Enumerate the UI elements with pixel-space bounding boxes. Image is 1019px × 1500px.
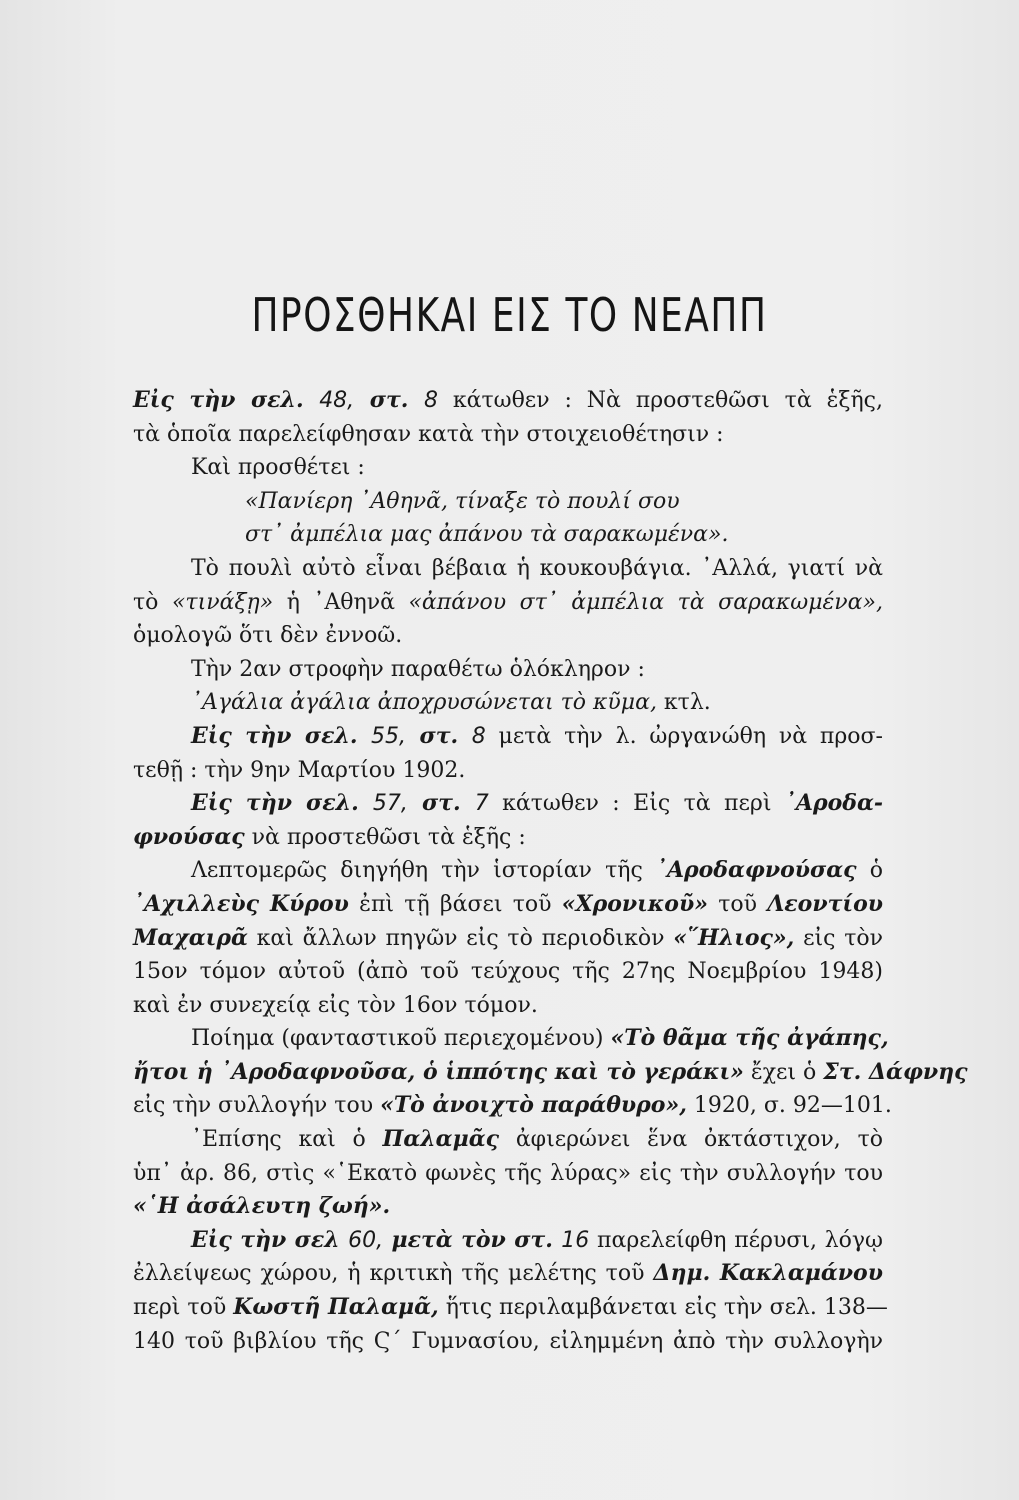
text-run: καὶ ἄλλων πηγῶν εἰς τὸ περιοδικὸν <box>247 925 674 951</box>
text-run: Λεπτομερῶς διηγήθη τὴν ἱστορίαν τῆς <box>191 858 656 884</box>
text-run: στ᾿ ἀμπέλια μας ἀπάνου τὰ σαρακωμένα». <box>245 522 729 548</box>
text-run: νὰ προστεθῶσι τὰ ἑξῆς : <box>244 824 526 850</box>
text-run: ὁ <box>856 858 883 884</box>
text-line <box>133 854 883 888</box>
text-run: «Πανίερη ᾿Αθηνᾶ, τίναξε τὸ πουλί σου <box>245 488 680 514</box>
text-run: «῾Η ἀσάλευτη ζωή». <box>133 1193 391 1220</box>
text-run: ἡ ᾿Αθηνᾶ <box>273 589 409 615</box>
text-run: στ. <box>354 387 424 413</box>
text-line <box>133 754 883 788</box>
text-run: ἔχει ὁ <box>743 1059 824 1085</box>
text-line <box>133 1157 883 1191</box>
text-run: «ἀπάνου στ᾿ ἀμπέλια τὰ σαρακωμένα», <box>408 589 883 615</box>
text-run: «῾Εκατὸ φωνὲς τῆς λύρας» <box>322 1160 632 1186</box>
text-run: ἥτις περιλαμβάνεται εἰς τὴν σελ. 138— <box>438 1295 888 1321</box>
text-run: ἀφιερώνει ἕνα ὀκτάστιχον, τὸ <box>499 1127 883 1153</box>
text-run: Ποίημα (φανταστικοῦ περιεχομένου) <box>191 1026 611 1052</box>
text-run: 7 <box>474 791 489 817</box>
text-line <box>133 1190 883 1224</box>
text-run: παρελείφθη πέρυσι, λόγῳ <box>589 1227 883 1253</box>
text-line <box>133 955 883 989</box>
text-run: «Τὸ θᾶμα τῆς ἀγάπης, <box>610 1025 889 1052</box>
text-run: Εἰς τὴν σελ. <box>191 722 372 749</box>
text-run: ᾿Αγάλια ἀγάλια ἀποχρυσώνεται τὸ κῦμα, <box>191 690 657 716</box>
text-line <box>133 619 883 653</box>
text-run: ᾿Αχιλλεὺς Κύρου <box>133 890 349 917</box>
text-run: τοῦ <box>707 891 768 917</box>
text-run: ἐλλείψεως χώρου, ἡ κριτικὴ τῆς μελέτης τοῦ <box>133 1261 654 1287</box>
text-line <box>133 1123 883 1157</box>
text-run: Παλαμᾶς <box>382 1126 500 1153</box>
text-run: 60, <box>348 1227 384 1253</box>
text-run: ὑπ᾿ ἀρ. 86, στὶς <box>133 1160 323 1186</box>
text-line <box>133 1089 892 1123</box>
text-run: περὶ τοῦ <box>133 1295 234 1321</box>
text-line <box>133 686 883 720</box>
text-run: Κωστῆ Παλαμᾶ, <box>233 1294 439 1321</box>
text-line <box>133 451 883 485</box>
text-run: 57, <box>372 791 408 817</box>
text-line <box>133 787 883 821</box>
body-text <box>133 384 968 1358</box>
text-line <box>133 1022 889 1056</box>
text-run: ᾿Αροδα- <box>784 790 883 817</box>
text-line <box>133 485 883 519</box>
text-line <box>133 1257 883 1291</box>
text-run: 140 τοῦ βιβλίου τῆς Ϛ´ Γυμνασίου, εἰλημμένη ἀπὸ τὴν συλλογὴν <box>133 1328 883 1354</box>
text-run: «Τὸ ἀνοιχτὸ παράθυρο», <box>380 1092 687 1119</box>
text-line <box>133 418 883 452</box>
text-run: τὸ <box>133 589 172 615</box>
text-line <box>133 384 883 418</box>
text-line <box>133 552 883 586</box>
text-run: τὰ ὁποῖα παρελείφθησαν κατὰ τὴν στοιχειοθέτησιν : <box>133 421 724 447</box>
text-run: εἰς τὴν συλλογήν του <box>133 1093 381 1119</box>
text-run: ᾿Επίσης καὶ ὁ <box>191 1127 383 1153</box>
text-line <box>133 1056 968 1090</box>
text-run: Τὸ πουλὶ αὐτὸ εἶναι βέβαια ἡ κουκουβάγια. ᾿Αλλά, γιατί νὰ <box>191 555 883 581</box>
text-run: Εἰς τὴν σελ. <box>191 790 373 817</box>
text-run: 16 <box>561 1227 590 1253</box>
text-line <box>133 518 883 552</box>
page-title: ΠΡΟΣΘΗΚΑΙ ΕΙΣ ΤΟ ΝΕΑΠΠ <box>251 288 768 342</box>
text-run: κτλ. <box>656 690 711 716</box>
text-run: στ. <box>407 790 475 817</box>
text-run: 8 <box>423 388 438 413</box>
text-run: «Χρονικοῦ» <box>561 890 708 917</box>
text-run: μετὰ τὸν στ. <box>383 1226 562 1253</box>
text-run: Εἰς τὴν σελ. <box>133 387 320 413</box>
text-run: Μαχαιρᾶ <box>133 924 248 951</box>
text-run: καὶ ἐν συνεχείᾳ εἰς τὸν 16ον τόμον. <box>133 992 538 1018</box>
text-run: κάτωθεν : Νὰ προστεθῶσι τὰ ἑξῆς, <box>437 388 883 413</box>
text-line <box>133 586 883 620</box>
text-line <box>133 888 883 922</box>
text-line <box>133 989 883 1023</box>
text-run: φνούσας <box>133 823 245 850</box>
text-run: ὁμολογῶ ὅτι δὲν ἐννοῶ. <box>133 623 403 649</box>
text-run: μετὰ τὴν λ. ὠργανώθη νὰ προσ- <box>485 723 883 749</box>
text-run: «῞Ηλιος», <box>673 924 795 951</box>
text-line <box>133 1325 883 1359</box>
text-run: 1920, σ. 92—101. <box>686 1093 892 1119</box>
text-run: Τὴν 2αν στροφὴν παραθέτω ὁλόκληρον : <box>191 656 645 682</box>
text-run: 8 <box>471 723 486 749</box>
text-line <box>133 720 883 754</box>
text-run: ἐπὶ τῇ βάσει τοῦ <box>348 891 562 917</box>
text-run: Καὶ προσθέτει : <box>191 455 365 481</box>
text-line <box>133 1291 888 1325</box>
text-run: κάτωθεν : Εἰς τὰ περὶ <box>488 791 785 817</box>
text-run: 15ον τόμον αὐτοῦ (ἀπὸ τοῦ τεύχους τῆς 27ης Νοεμβρίου 1948) <box>133 959 883 985</box>
text-run: 48, <box>319 388 355 413</box>
text-line <box>133 922 883 956</box>
text-run: Λεοντίου <box>767 890 884 917</box>
text-run: ᾿Αροδαφνούσας <box>655 857 857 884</box>
text-run: στ. <box>406 722 472 749</box>
text-run: Δημ. Κακλαμάνου <box>653 1260 883 1287</box>
text-run: εἰς τὴν συλλογήν του <box>631 1160 883 1186</box>
text-line <box>133 1224 883 1258</box>
text-line <box>133 821 883 855</box>
text-run: εἰς τὸν <box>794 925 883 951</box>
text-run: Στ. Δάφνης <box>823 1058 968 1085</box>
text-run: «τινάξῃ» <box>171 589 274 615</box>
text-run: Εἰς τὴν σελ <box>191 1226 349 1253</box>
text-run: ἤτοι ἡ ᾿Αροδαφνοῦσα, ὁ ἱππότης καὶ τὸ γεράκι» <box>133 1058 744 1085</box>
text-run: τεθῇ : τὴν 9ην Μαρτίου 1902. <box>133 757 466 783</box>
text-line <box>133 653 883 687</box>
text-run: 55, <box>371 723 407 749</box>
